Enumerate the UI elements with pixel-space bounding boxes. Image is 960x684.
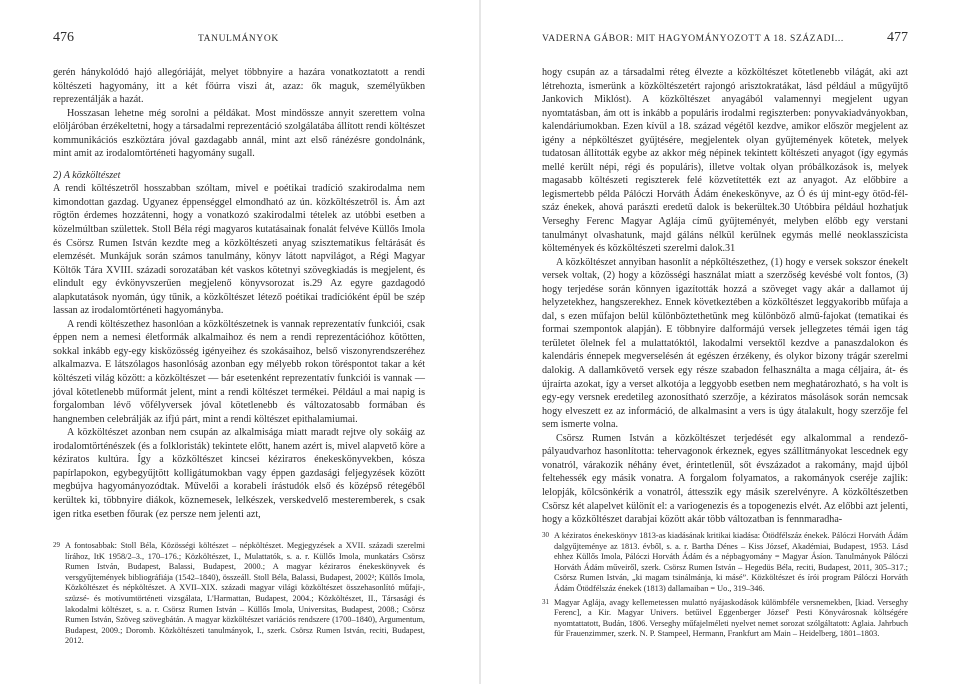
footnote-text: A kéziratos énekeskönyv 1813-as kiadásának kritikai kiadása: Ötödfélszáz énekek. Pálóczi Horváth Ádám dalgyűjteménye az 1813. évből, s. a. r. Bartha Dénes – Kiss József, Akadémiai, Budapest, 1953. Lásd ehhez Küllős Imola, Pálóczi Horváth Ádám és a népbagyomány = Magyar Ásíon. Tanulmányok Pálóczi Horváth Ádám műveiről, szerk. Csörsz Rumen István – Hegedüs Béla, reciti, Budapest, 2011, 305–317.; Csörsz Rumen István, „ki magam tsinálmánja, ki másé”. Közköltészet és írói program Pálóczi Horváth Ádám Ötödfélszáz énekek (1813) dallamaiban = Uo., 319–346.: [554, 531, 908, 593]
page-number: 477: [887, 30, 908, 45]
paragraph: Hosszasan lehetne még sorolni a példákat. Most mindössze annyit szerettem volna elöljáróban érzékeltetni, hogy a társadalmi reprezentáció szolgálatába állított rendi költészet kommunikációs eszköztára jóval gazdagabb annál, mint azt első ránézésre gondolnánk, mint amit az irodalomtörténeti hagyomány sugall.: [53, 107, 425, 160]
footnote: [542, 530, 908, 595]
paragraph: A rendi költészethez hasonlóan a közköltészetnek is vannak reprezentatív funkciói, csak éppen nem a nemesi életformák alkalmaihoz és nem a rendi reprezentációhoz kötötten, sokkal inkább egy-egy kisközösség igényeihez és szokásaihoz, belső viszonyrendszeréhez alkalmazva. E látszólagos hasonlóság azonban egy mélyebb rokon töréspontot takar a két költészeti világ között: a közköltészet — bár esetenként reprezentatív funkciói is vannak — jóval kötetlenebb műformát jelent, mint a rendi költészet termékei. Például a mai napig is forgalomban lévő vőfélyversek jóval kötetlenebb és változatosabb formában és hangnemben celebrálják az ifjú párt, mint a rendi költészet epithalamiumai.: [53, 318, 425, 425]
footnote-text: Magyar Aglája, avagy kellemetessen mulattó nyájaskodások külömbféle versnemekben, [kiad. Verseghy Ferenc], a Kir. Magyar Univers. betűivel Eggenberger József' Pesti Könyvárosnak költségére nyomtattatott, Budán, 1806. Verseghy műfajelméleti nyelvet nemet sorozat szólgáltatott: Aglaia. Jahrbuch für Frauenzimmer, szerk. N. P. Stampeel, Hermann, Frankfurt am Main – Heidelberg, 1801–1803.: [554, 597, 908, 639]
footnote-number: 29: [53, 541, 60, 549]
footnote-text: A fontosabbak: Stoll Béla, Közösségi költészet – népköltészet. Megjegyzések a XVII. századi szerelmi lírához, ItK 1958/2–3., 170–176.; Közköltészet, I., Mulattatók, s. a. r. Küllős Imola, munkatárs Csörsz Rumen István, Budapest, Balassi, Budapest, 2000.; A magyar kézirатos énekeskönyvek és versgyűjtemények bibliográfiája (1542–1840), összeáll. Stoll Béla, Balassi, Budapest, 2002²; Küllős Imola, Közköltészet és népköltészet. A XVII–XIX. századi magyar világi közköltészet összehasonlító műfaji-, szüzsé- és motívumtörténeti vizsgálata, L'Harmattan, Budapest, 2004.; Közköltészet, II., Társasági és lakodalmi költészet, s. a. r. Csörsz Rumen István – Küllős Imola, Universitas, Budapest, 2008.; Csörsz Rumen István, Szöveg szövegbátán. A magyar közköltészet variációs rendszere (1700–1840), Argumentum, Budapest, 2009.; Doromb. Közköltészeti tanulmányok, I., szerk. Csörsz Rumen István, reciti, Budapest, 2012.: [65, 541, 425, 646]
paragraph: A közköltészet azonban nem csupán az alkalmisága miatt maradt rejtve oly sokáig az irodalomtörténészek (és a folkloristák) tekintete előtt, hanem azért is, mivel alapvető köre a kéziratos kultúra. Így a közköltészet kincsei kézirатos énekeskönyvekben, kósza papírlapokon, egybegyűjtött kolligátumokban vagy éppen gazdasági feljegyzések között megbújva hagyományozódtak. Művelői a korabeli írástudók első és középső rétegéből kerültek ki, többnyire diákok, köznemesek, lelkészek, verskedvelő mesteremberek, s csak igen ritka esetben főurak (ez persze nem jelenti azt,: [53, 427, 425, 520]
left-page-header: [53, 30, 425, 52]
paragraph: gerén hánykolódó hajó allegóriáját, melyet többnyire a hazára vonatkoztatott a rendi költészeti hagyomány, itt a két főúrra viszi át, azaz: ők maguk, személyükben reprezentálják a hazát.: [53, 67, 425, 106]
right-page: [480, 0, 932, 684]
running-head: VADERNA GÁBOR: MIT HAGYOMÁNYOZOTT A 18. SZÁZADI...: [542, 34, 844, 44]
left-page-body: [53, 66, 425, 521]
footnote-number: 30: [542, 531, 549, 539]
footnote: [542, 597, 908, 640]
page-number: 476: [53, 30, 74, 45]
paragraph: hogy csupán az a társadalmi réteg élvezte a közköltészet kötetlenebb világát, aki azt létrehozta, ismerünk a közköltészetért rajongó arisztokratákat, lásd például a műgyűjtő Jankovich Miklóst). A közköltészet anyagából valamennyi megjelent ugyan nyomtatásban, ám ott is inkább a populáris irodalmi regiszterben: ponyvakiadványokban, kalendáriumokban. Ezen kívül a 18. század végétől kezdve, amikor először megjelent az igény a népköltészet gyűjtésére, megjelentek olyan gyűjtemények kötetek, melyek tudatosan állították egybe az akkor még népinek tekintett költészeti anyagot (így egymás mellé került népi, régi és populáris), illetve voltak olyan próbálkozások is, melyek magasabb költészeti regiszterek felé közvetítették ezt az anyagot. Az előbbire a legismertebb példa Pálóczi Horváth Ádám énekeskönyve, az Ó és új mint-egy ötöd-fél-száz énekek, ahová parászti eredetű dalok is bekerültek.30 Utóbbira például hozhatjuk Verseghy Ferenc Magyar Aglája című gyűjteményét, melyben előbb egy verstani tanulmányt olvashatunk, majd gáláns nélkül kerülnek egymás mellé neoklasszicista költemények és közköltészeti szerelmi dalok.31: [542, 67, 908, 255]
left-page: [0, 0, 452, 684]
paragraph: A közköltészet annyiban hasonlít a népköltészethez, (1) hogy e versek sokszor énekelt versek voltak, (2) hogy a közösségi használat miatt a szerzőség kevésbé volt fontos, (3) hogy terjedése során könnyen igazították hozzá a szöveget vagy akár a dallamot új helyzetekhez, hangszerekhez. Ennek következtében a közköltészet leggyakoribb műfaja a dal, s ezen műfajon belül különböztethetünk meg különböző almű-fajokat (tematikai és formai szempontok alapján). E többnyire dalformájú versek jellegzetes témái igen tág területet ölelnek fel a mulattatóktól, lakodalmi versektől kezdve a panaszdalokon és kalendáris énnepek megverselésén át egészen érzékeny, és olykor bizony trágár szerelmi dalokig. A dallamkövető versek egy része szabadon felhasználta a maga céljaira, át- és újraírta azokat, így a verset alkotója a leggyobb esetben nem meghatározható, s ha volt is egy-egy versnek eredetileg azonosítható szerzője, a kéziratos másolások során nemcsak hogy elveszett ez az információ, de alkalmasint a vers is úgy átalakult, hogy szerzője fel sem ismerte volna.: [542, 256, 908, 431]
left-footnotes: [53, 540, 425, 649]
right-page-body: [542, 66, 908, 527]
paragraph: A rendi költészetről hosszabban szóltam, mivel e poétikai tradíció szakirodalma nem kimondottan gazdag. Ugyanez éppenséggel elmondható az ún. közköltészetről is. Ám azt rögtön érdemes hozzátenni, hogy a vonatkozó szakirodalmi tételek az utóbbi esetben a közelmúltban születtek. Stoll Béla régi magyaros kutatásainak fonalát felvéve Küllős Imola és Csörsz Rumen István kezdte meg a közköltészeti anyag szisztematikus feltárását és elemzését. Munkájuk során számos tanulmány, könyv látott napvilágot, a Régi Magyar Költők Tára XVIII. századi sorozatában két vaskos kötetnyi szövegkiadás is megjelent, és elindult egy évkönyvszerűen megjelenő könyvsorozat is.29 Az egyre gazdagodó alapkutatások nyomán, úgy tűnik, a közköltészet létező poétikai tradícióként épül be szép lassan az irodalomtörténeti hagyományba.: [53, 183, 425, 317]
section-heading: 2) A közköltészet: [53, 169, 121, 181]
footnote-number: 31: [542, 597, 549, 606]
footnote: [53, 540, 425, 647]
right-page-header: [542, 30, 908, 52]
paragraph: Csörsz Rumen István a közköltészet terjedését egy alkalommal a rendező-pályaudvarhoz hasonlította: tehervagonok érkeznek, egyes szállítmányokat lescednek egy vonatról, várakozik néhány évet, érintetlenül, sőt évszázadot a rakomány, majd újból feltehessék egy másik vonatra. A forgalom folyamatos, a rakományok cseréje zajlik: lelopják, kölcsönkérik a vonatról, áttesszik egy másik szerelvényre. A közköltészetben Csörsz két alapelvet különít el: a variogenezis és a topogenezis elvét. Az előbbi azt jelenti, hogy a közköltészet darabjai között akár több változatban is fennmaradha-: [542, 432, 908, 526]
running-head: TANULMÁNYOK: [198, 34, 279, 44]
right-footnotes: [542, 530, 908, 642]
